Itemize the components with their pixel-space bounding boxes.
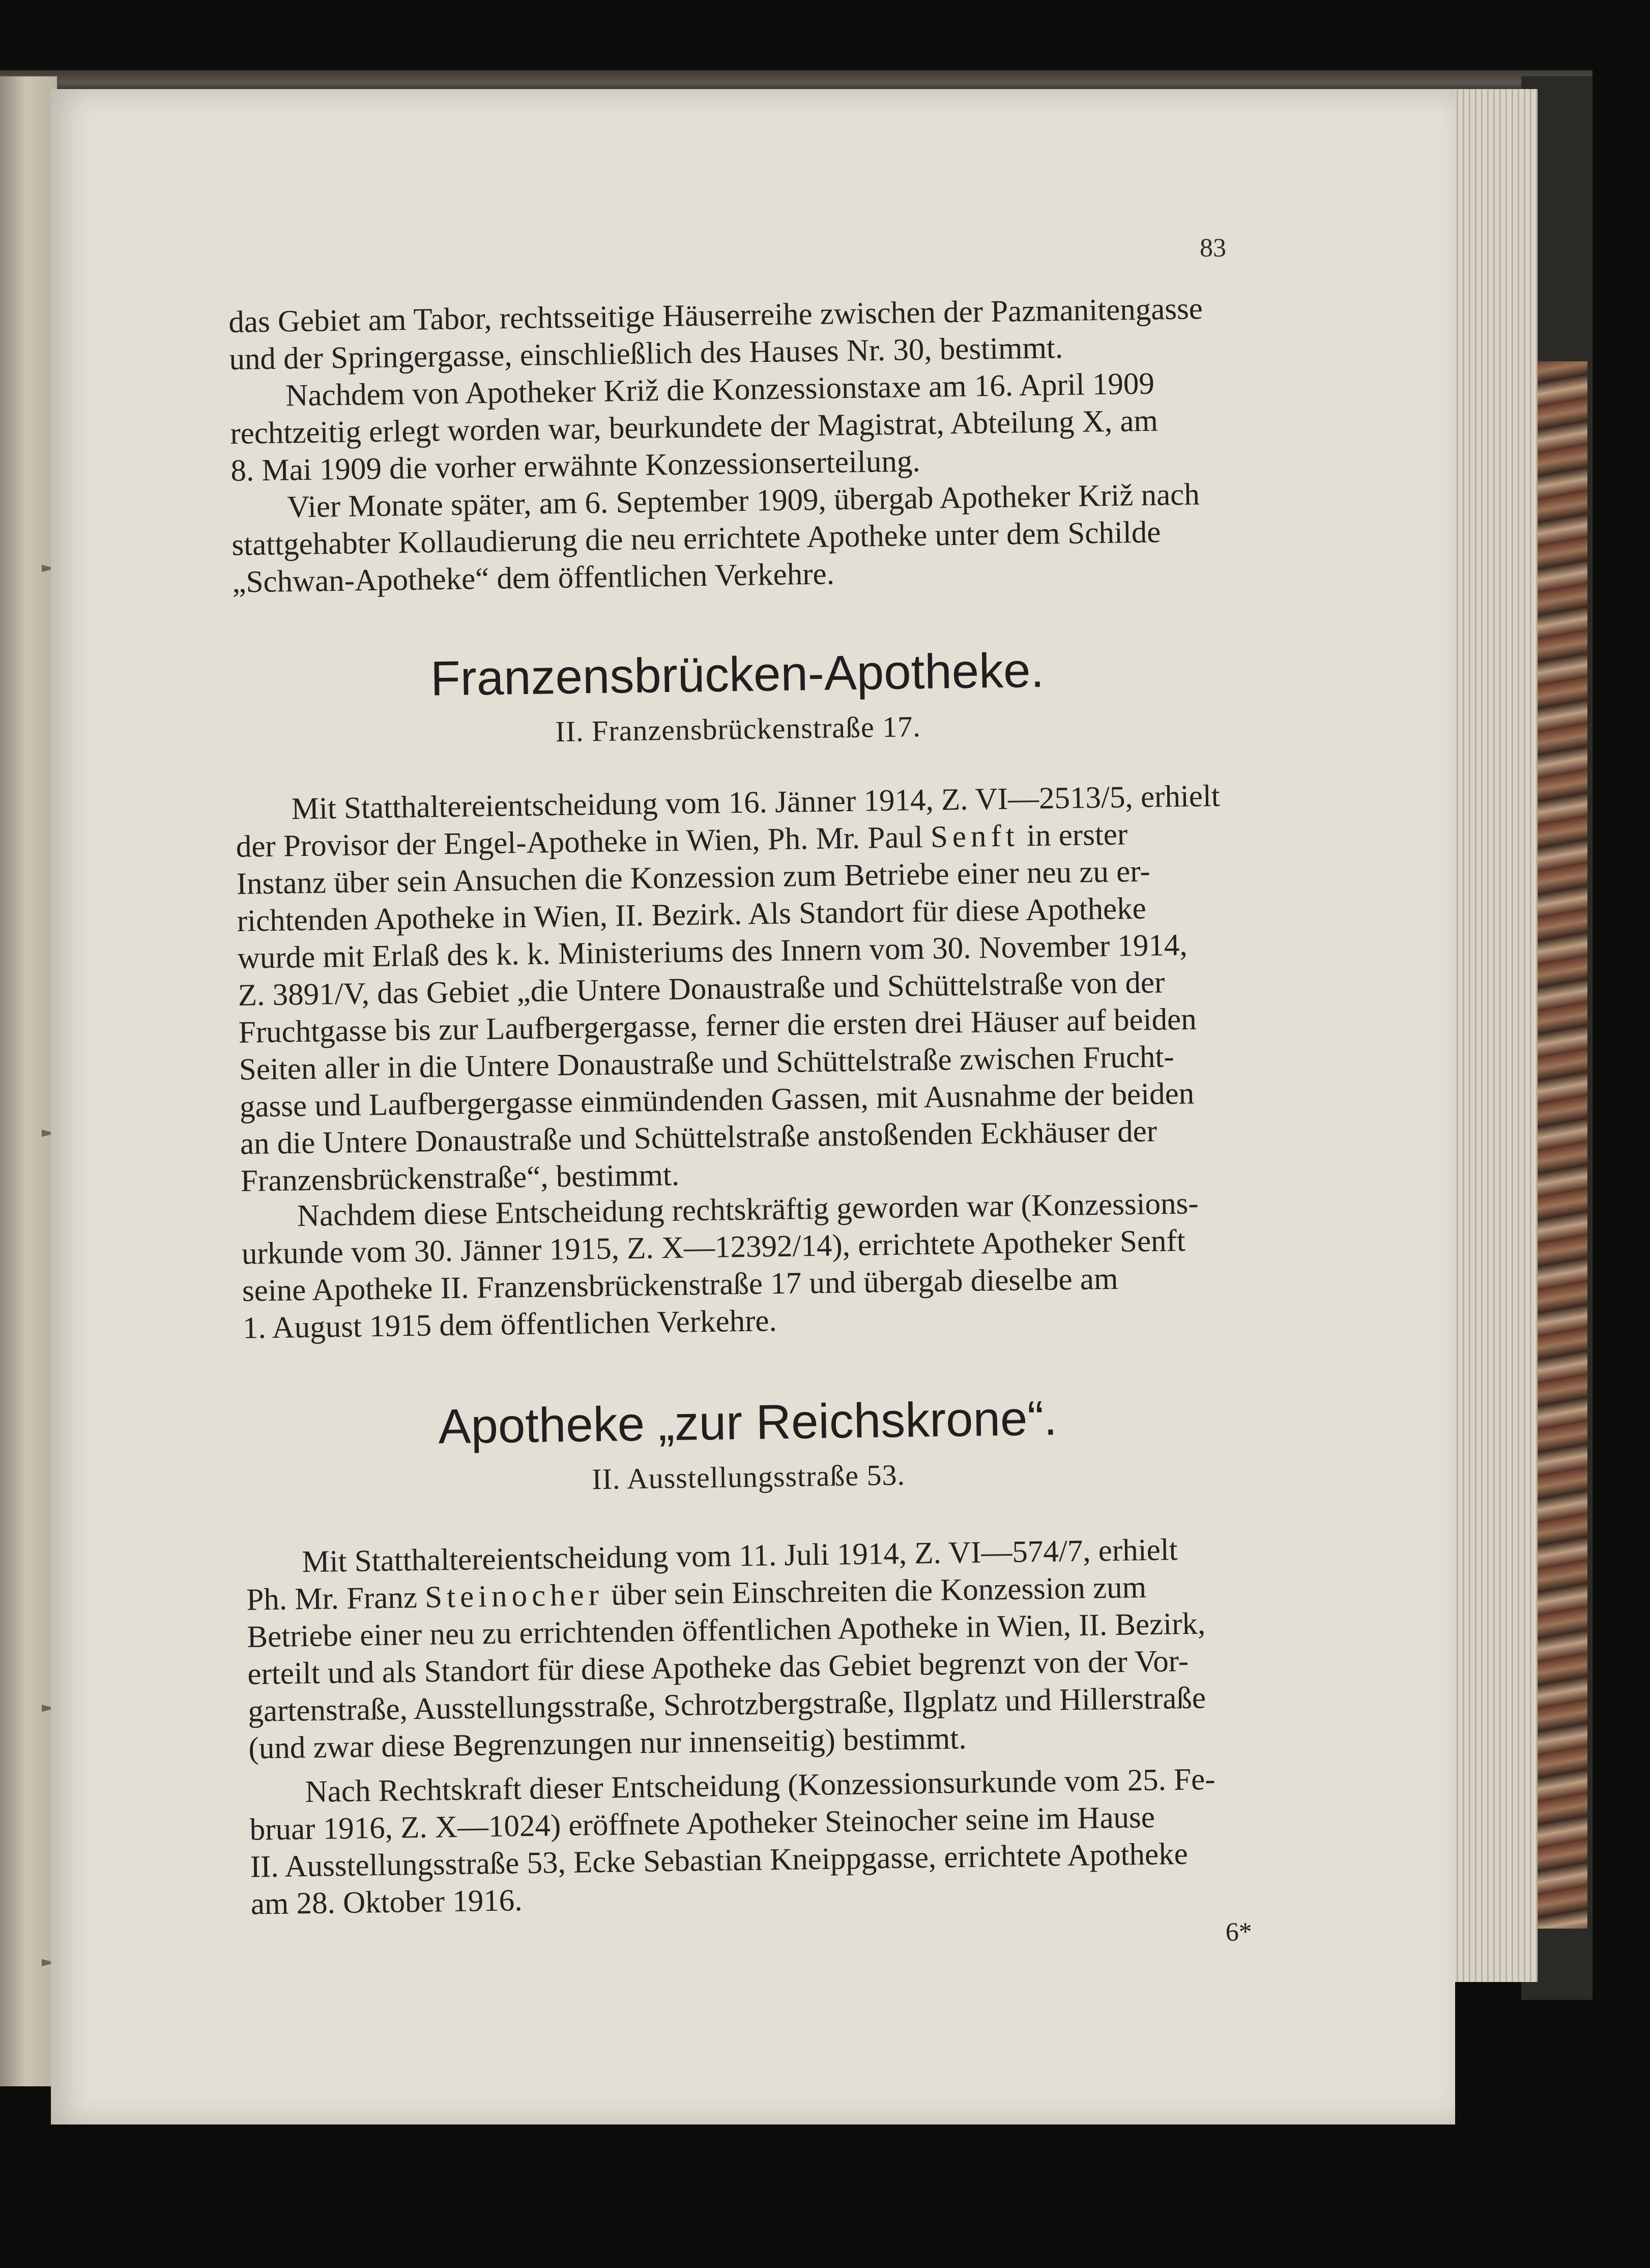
name-spaced: Steinocher (424, 1577, 604, 1615)
text-line: Instanz über sein Ansuchen die Konzession zum Betriebe einer neu zu er- (236, 854, 1151, 901)
book-page (51, 89, 1455, 2125)
text-line: Betriebe einer neu zu errichtenden öffentlichen Apotheke in Wien, II. Bezirk, (247, 1606, 1206, 1654)
text-line: seine Apotheke II. Franzensbrückenstraße 17 und übergab dieselbe am (242, 1261, 1118, 1308)
text-line: Seiten aller in die Untere Donaustraße und Schüttelstraße zwischen Frucht- (239, 1040, 1175, 1087)
text-line: II. Ausstellungsstraße 53, Ecke Sebastian Kneippgasse, errichtete Apotheke (250, 1836, 1189, 1884)
book-binding-top (0, 70, 1593, 92)
text-line: (und zwar diese Begrenzungen nur innenseitig) bestimmt. (248, 1721, 967, 1766)
text-line: an die Untere Donaustraße und Schüttelstraße anstoßenden Eckhäuser der (240, 1114, 1157, 1161)
page-edge-stack (1446, 89, 1538, 1982)
text-line: Fruchtgasse bis zur Laufbergergasse, ferner die ersten drei Häuser auf beiden (238, 1002, 1197, 1050)
text-line: urkunde vom 30. Jänner 1915, Z. X—12392/14), errichtete Apotheker Senft (241, 1223, 1186, 1271)
text-line: gartenstraße, Ausstellungsstraße, Schrotzbergstraße, Ilgplatz und Hillerstraße (248, 1681, 1206, 1729)
section1-paragraph-1 (235, 777, 1248, 1200)
section2-paragraph-2 (249, 1760, 1258, 1923)
marbled-edge (1531, 361, 1587, 1929)
text-line: 1. August 1915 dem öffentlichen Verkehre. (242, 1304, 777, 1345)
intro-paragraph-1 (228, 290, 1237, 378)
text-line: und der Springergasse, einschließlich des Hauses Nr. 30, bestimmt. (228, 331, 1063, 377)
text-line: Nachdem von Apotheker Križ die Konzessionstaxe am 16. April 1909 (285, 366, 1155, 413)
text-line: Nachdem diese Entscheidung rechtskräftig geworden war (Konzessions- (297, 1186, 1199, 1233)
page-number: 83 (1200, 234, 1226, 263)
section-subtitle: II. Franzensbrückenstraße 17. (555, 710, 921, 749)
text-line: rechtzeitig erlegt worden war, beurkundete der Magistrat, Abteilung X, am (229, 404, 1159, 451)
text-segment: über sein Einschreiten die Konzession zum (611, 1570, 1147, 1612)
text-segment: in erster (1026, 817, 1128, 853)
text-line: Franzensbrückenstraße“, bestimmt. (240, 1158, 680, 1198)
text-line: Mit Statthaltereientscheidung vom 16. Jänner 1914, Z. VI—2513/5, erhielt (291, 779, 1221, 826)
signature-mark: 6* (1225, 1917, 1253, 1947)
text-line: wurde mit Erlaß des k. k. Ministeriums des Innern vom 30. November 1914, (237, 928, 1188, 975)
text-line: am 28. Oktober 1916. (250, 1883, 523, 1921)
name-spaced: Senft (930, 819, 1020, 854)
left-facing-page (0, 76, 57, 2086)
section2-paragraph-1 (246, 1530, 1256, 1767)
text-line: erteilt und als Standort für diese Apotheke das Gebiet begrenzt von der Vor- (247, 1644, 1189, 1691)
section-subtitle: II. Ausstellungsstraße 53. (591, 1458, 906, 1496)
text-line: „Schwan-Apotheke“ dem öffentlichen Verkehre. (232, 557, 835, 599)
text-segment: Ph. Mr. Franz (246, 1581, 418, 1617)
intro-paragraph-2 (229, 364, 1238, 490)
text-line: Vier Monate später, am 6. September 1909, übergab Apotheker Križ nach (287, 477, 1200, 525)
section-title: Franzensbrücken-Apotheke. (430, 643, 1045, 706)
text-line: Mit Statthaltereientscheidung vom 11. Juli 1914, Z. VI—574/7, erhielt (301, 1533, 1178, 1580)
text-line: gasse und Laufbergergasse einmündenden Gassen, mit Ausnahme der beiden (239, 1076, 1195, 1124)
text-segment: der Provisor der Engel-Apotheke in Wien, Ph. Mr. Paul (236, 820, 923, 864)
section-reichskrone (244, 1388, 1253, 1501)
text-line: bruar 1916, Z. X—1024) eröffnete Apotheker Steinocher seine im Hause (249, 1800, 1155, 1847)
section1-paragraph-2 (241, 1184, 1250, 1347)
text-line: Z. 3891/V, das Gebiet „die Untere Donaustraße und Schüttelstraße von der (238, 965, 1165, 1013)
text-line: 8. Mai 1909 die vorher erwähnte Konzessionserteilung. (230, 444, 921, 488)
text-line: stattgehabter Kollaudierung die neu errichtete Apotheke unter dem Schilde (231, 515, 1161, 562)
text-line: das Gebiet am Tabor, rechtsseitige Häuserreihe zwischen der Pazmanitengasse (228, 292, 1203, 339)
section-title: Apotheke „zur Reichskrone“. (438, 1391, 1058, 1454)
intro-paragraph-3 (231, 475, 1240, 601)
section-franzensbruecken (233, 640, 1242, 753)
text-line: Nach Rechtskraft dieser Entscheidung (Konzessionsurkunde vom 25. Fe- (305, 1762, 1215, 1810)
text-line: richtenden Apotheke in Wien, II. Bezirk. Als Standort für diese Apotheke (237, 891, 1147, 938)
